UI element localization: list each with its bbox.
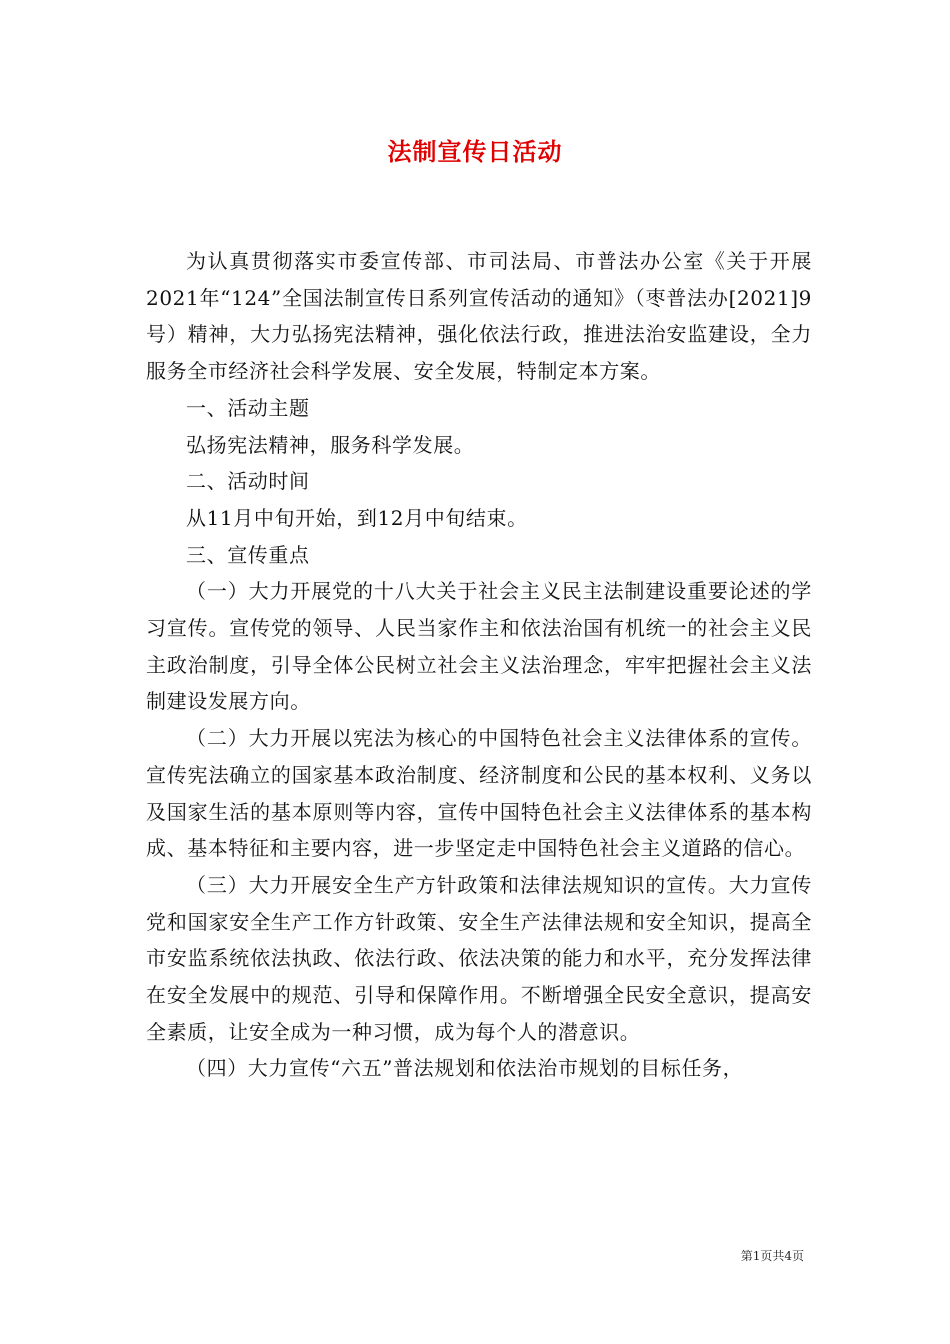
- section-heading-theme: 一、活动主题: [186, 395, 310, 420]
- section-heading-focus: 三、宣传重点: [186, 542, 310, 567]
- page-number: 第1页共4页: [740, 1249, 804, 1263]
- paragraph-theme: 弘扬宪法精神，服务科学发展。: [186, 432, 475, 457]
- paragraph-focus-4: （四）大力宣传“六五”普法规划和依法治市规划的目标任务，: [186, 1056, 744, 1081]
- document-title: 法制宣传日活动: [387, 138, 563, 166]
- paragraph-intro: 为认真贯彻落实市委宣传部、市司法局、市普法办公室《关于开展2021年“124”全国法制宣传日系列宣传活动的通知》（枣普法办[2021]9号）精神，大力弘扬宪法精神，强化依法行政，推进法治安监建设，全力服务全市经济社会科学发展、安全发展，特制定本方案。: [146, 249, 812, 384]
- section-heading-time: 二、活动时间: [186, 469, 310, 494]
- document-body: [146, 243, 812, 1087]
- paragraph-time: 从11月中旬开始，到12月中旬结束。: [186, 505, 528, 530]
- paragraph-focus-2: （二）大力开展以宪法为核心的中国特色社会主义法律体系的宣传。宣传宪法确立的国家基本政治制度、经济制度和公民的基本权利、义务以及国家生活的基本原则等内容，宣传中国特色社会主义法律体系的基本构成、基本特征和主要内容，进一步坚定走中国特色社会主义道路的信心。: [146, 726, 812, 861]
- paragraph-focus-1: （一）大力开展党的十八大关于社会主义民主法制建设重要论述的学习宣传。宣传党的领导、人民当家作主和依法治国有机统一的社会主义民主政治制度，引导全体公民树立社会主义法治理念，牢牢把握社会主义法制建设发展方向。: [146, 579, 812, 714]
- paragraph-focus-3: （三）大力开展安全生产方针政策和法律法规知识的宣传。大力宣传党和国家安全生产工作方针政策、安全生产法律法规和安全知识，提高全市安监系统依法执政、依法行政、依法决策的能力和水平，充分发挥法律在安全发展中的规范、引导和保障作用。不断增强全民安全意识，提高安全素质，让安全成为一种习惯，成为每个人的潜意识。: [146, 872, 812, 1044]
